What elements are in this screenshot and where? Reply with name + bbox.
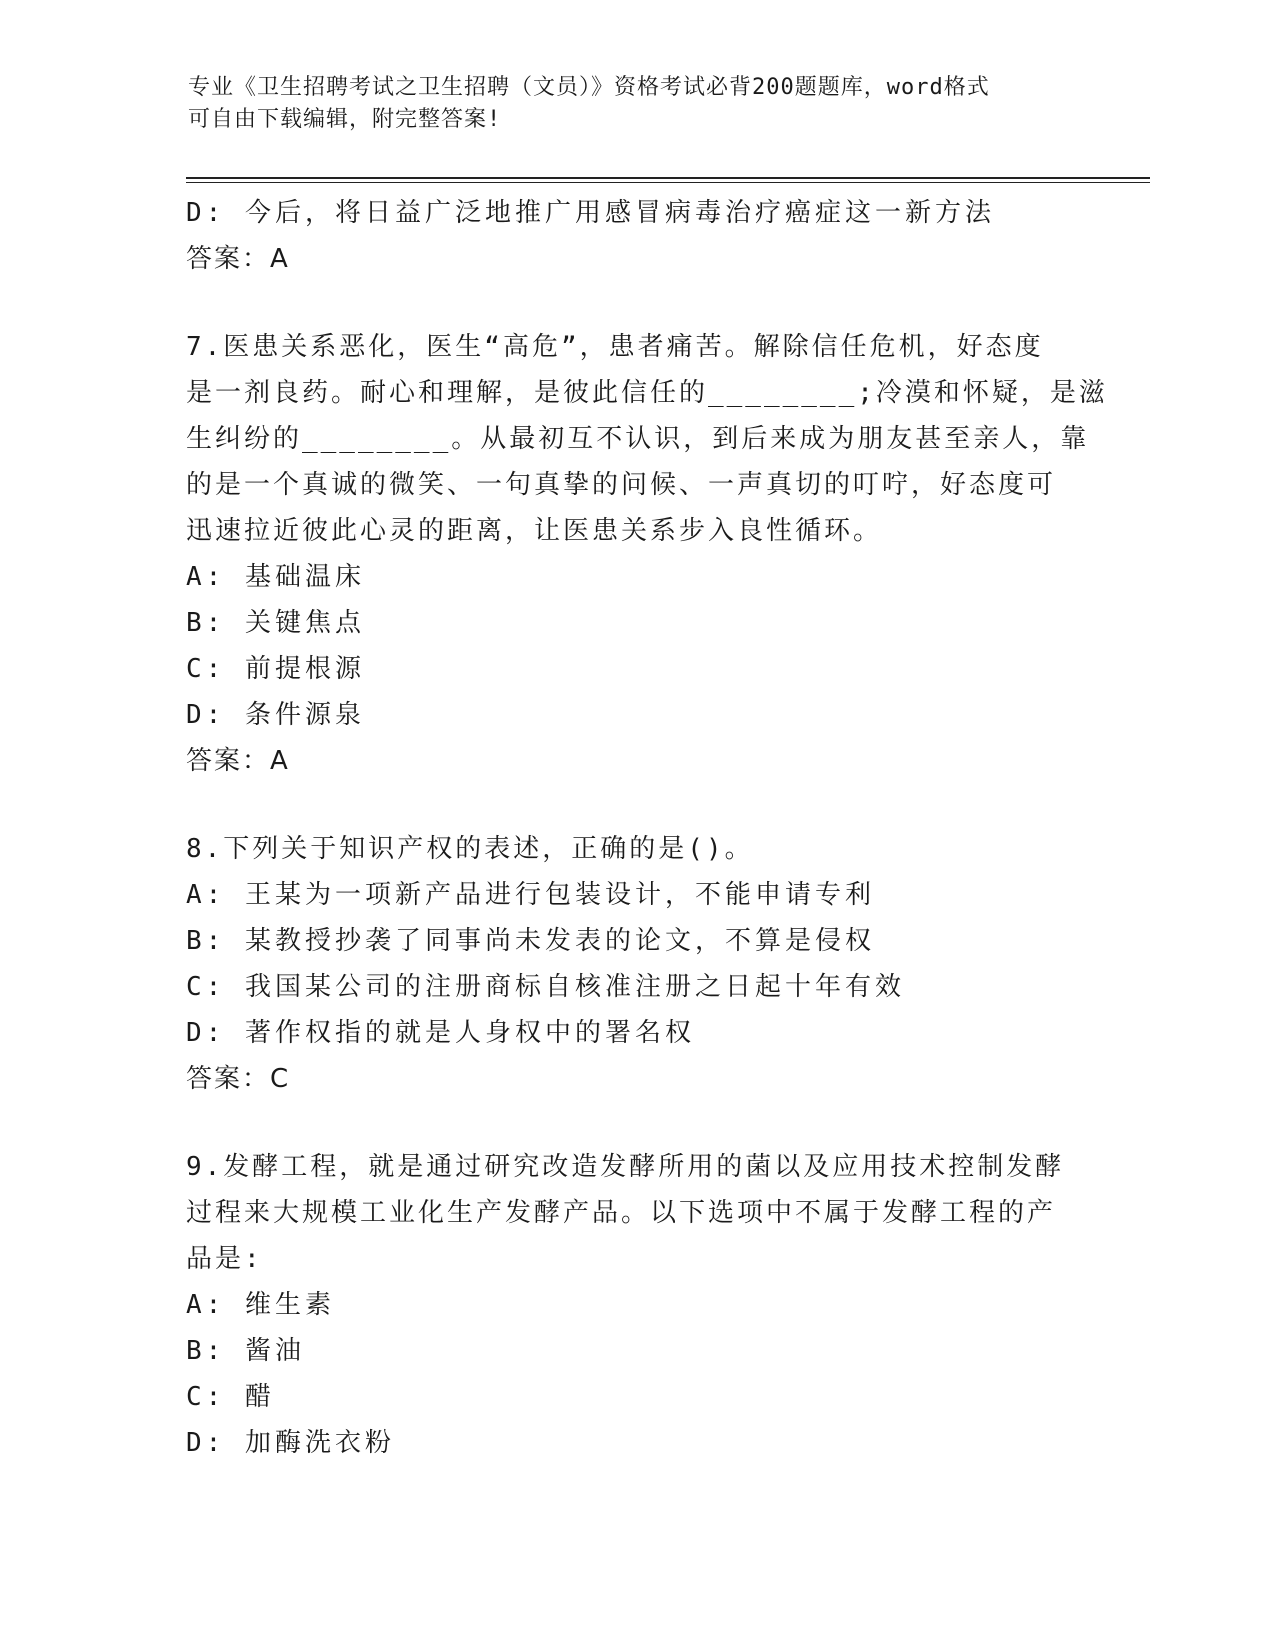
header-divider-thick: [186, 177, 1150, 179]
question-stem: [186, 324, 1108, 554]
stem-line: 过程来大规模工业化生产发酵产品。以下选项中不属于发酵工程的产: [186, 1198, 1057, 1228]
answer: 答案：A: [186, 244, 290, 274]
question-stem: [186, 826, 1086, 872]
stem-line: 9.发酵工程，就是通过研究改造发酵所用的菌以及应用技术控制发酵: [186, 1152, 1065, 1182]
option-b: B: 关键焦点: [186, 608, 365, 638]
option-c: C: 我国某公司的注册商标自核准注册之日起十年有效: [186, 972, 905, 1002]
option-a: A: 维生素: [186, 1290, 335, 1320]
option-d: D: 加酶洗衣粉: [186, 1428, 395, 1458]
question-7: [186, 324, 1108, 784]
header-divider-thin: [186, 182, 1150, 183]
option-d: D: 著作权指的就是人身权中的署名权: [186, 1018, 695, 1048]
stem-line: 8.下列关于知识产权的表述，正确的是()。: [186, 834, 754, 864]
option-b: B: 某教授抄袭了同事尚未发表的论文，不算是侵权: [186, 926, 875, 956]
option-b: B: 酱油: [186, 1336, 305, 1366]
stem-line: 迅速拉近彼此心灵的距离，让医患关系步入良性循环。: [186, 516, 883, 546]
option-d: D: 条件源泉: [186, 700, 365, 730]
header-line-1: 专业《卫生招聘考试之卫生招聘（文员）》资格考试必背200题题库，word格式: [188, 75, 990, 100]
stem-line: 品是:: [186, 1244, 263, 1274]
document-header: [188, 72, 1068, 136]
option-c: C: 醋: [186, 1382, 275, 1412]
question-8: [186, 826, 1086, 1102]
option-a: A: 王某为一项新产品进行包装设计，不能申请专利: [186, 880, 875, 910]
stem-line: 的是一个真诚的微笑、一句真挚的问候、一声真切的叮咛，好态度可: [186, 470, 1057, 500]
option-c: C: 前提根源: [186, 654, 365, 684]
stem-line: 是一剂良药。耐心和理解，是彼此信任的________;冷漠和怀疑，是滋: [186, 378, 1108, 408]
question-9: [186, 1144, 1086, 1466]
question-6-tail: [186, 190, 1086, 282]
header-line-2: 可自由下载编辑，附完整答案!: [188, 107, 502, 132]
question-stem: [186, 1144, 1086, 1282]
stem-line: 7.医患关系恶化，医生“高危”，患者痛苦。解除信任危机，好态度: [186, 332, 1044, 362]
question-content: [186, 190, 1108, 1466]
stem-line: 生纠纷的________。从最初互不认识，到后来成为朋友甚至亲人，靠: [186, 424, 1090, 454]
option-d: D: 今后，将日益广泛地推广用感冒病毒治疗癌症这一新方法: [186, 198, 995, 228]
answer: 答案：A: [186, 746, 290, 776]
answer: 答案：C: [186, 1064, 291, 1094]
option-a: A: 基础温床: [186, 562, 365, 592]
